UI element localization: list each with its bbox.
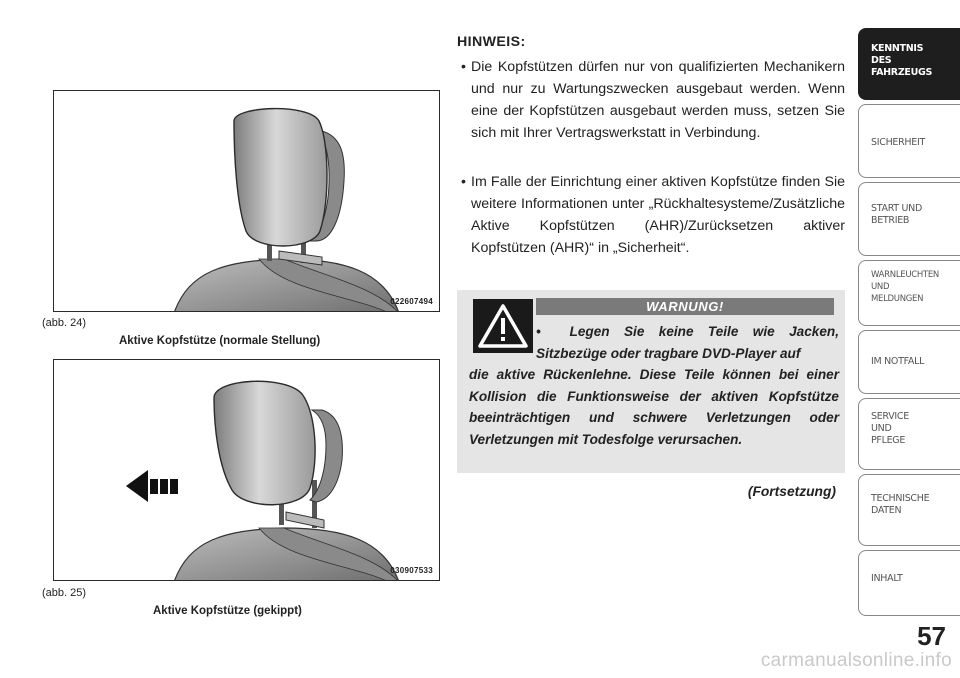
warning-title: WARNUNG! xyxy=(536,298,834,315)
figure-headrest-tilted xyxy=(53,359,440,581)
tab-inhalt[interactable] xyxy=(858,550,960,616)
figure-caption: Aktive Kopfstütze (normale Stellung) xyxy=(119,335,321,347)
warning-text-rest: die aktive Rückenlehne. Diese Teile können bei einer Kollision die Funktionsweise der aktiven Kopfstütze beeinträchtigen und schwere Verletzungen oder Verletzungen mit Todesfolge verursachen. xyxy=(469,367,839,447)
figure-ref: (abb. 24) xyxy=(42,317,87,329)
warning-box xyxy=(457,290,845,473)
note-bullet-text: Im Falle der Einrichtung einer aktiven Kopfstütze finden Sie weitere Informationen unter „Rückhaltesysteme/Zusätzliche Aktive Kopfstützen (AHR)/Zurücksetzen aktiver Kopfstützen (AHR)“ in „Sicherheit“. xyxy=(471,174,845,256)
note-bullet: • Im Falle der Einrichtung einer aktiven Kopfstütze finden Sie weitere Informationen unter „Rückhaltesysteme/Zusätzliche Aktive Kopfstützen (AHR)/Zurücksetzen aktiver Kopfstützen (AHR)“ in „Sicherheit“. xyxy=(457,171,845,259)
warning-text-first: Legen Sie keine Teile wie Jacken, Sitzbezüge oder tragbare DVD-Player auf xyxy=(536,324,839,361)
note-bullet-text: Die Kopfstützen dürfen nur von qualifizierten Mechanikern und nur zu Wartungszwecken ausgebaut werden. Wenn eine der Kopfstützen ausgebaut werden muss, setzen Sie sich mit Ihrer Vertragswerkstatt in Verbindung. xyxy=(471,59,845,141)
tab-line: INHALT xyxy=(871,573,903,584)
tab-kenntnis-des-fahrzeugs[interactable] xyxy=(858,28,960,100)
warning-text xyxy=(469,321,839,450)
tab-line: MELDUNGEN xyxy=(871,294,924,304)
warning-bullet: • xyxy=(536,324,570,339)
tab-line: SICHERHEIT xyxy=(871,137,925,148)
arrow-left-icon xyxy=(126,470,178,502)
tab-line: BETRIEB xyxy=(871,215,910,226)
tab-line: FAHRZEUGS xyxy=(871,67,933,78)
tab-line: UND xyxy=(871,282,890,292)
continuation-label: (Fortsetzung) xyxy=(747,484,836,499)
tab-start-und-betrieb[interactable] xyxy=(858,182,960,256)
tab-line: TECHNISCHE xyxy=(871,493,930,504)
tab-line: UND xyxy=(871,423,892,434)
tab-service-und-pflege[interactable] xyxy=(858,398,960,470)
tab-line: PFLEGE xyxy=(871,435,906,446)
tab-line: KENNTNIS xyxy=(871,43,924,54)
figure-ref: (abb. 25) xyxy=(42,587,87,599)
watermark: carmanualsonline.info xyxy=(760,650,952,671)
tab-sicherheit[interactable] xyxy=(858,104,960,178)
tab-warnleuchten-und-meldungen[interactable] xyxy=(858,260,960,326)
tab-line: DATEN xyxy=(871,505,902,516)
page-number: 57 xyxy=(917,621,946,651)
tab-line: IM NOTFALL xyxy=(871,356,925,367)
tab-line: WARNLEUCHTEN xyxy=(871,270,939,280)
figure-caption: Aktive Kopfstütze (gekippt) xyxy=(153,605,302,617)
note-heading: HINWEIS: xyxy=(457,34,526,50)
tab-line: DES xyxy=(871,55,892,66)
tab-line: SERVICE xyxy=(871,411,909,422)
note-bullet: • Die Kopfstützen dürfen nur von qualifizierten Mechanikern und nur zu Wartungszwecken ausgebaut werden. Wenn eine der Kopfstützen ausgebaut werden muss, setzen Sie sich mit Ihrer Vertragswerkstatt in Verbindung. xyxy=(457,56,845,144)
headrest-tilted-illustration xyxy=(54,360,440,581)
figure-code: 022607494 xyxy=(390,297,433,306)
figure-code: 030907533 xyxy=(390,566,433,575)
tab-technische-daten[interactable] xyxy=(858,474,960,546)
tab-im-notfall[interactable] xyxy=(858,330,960,394)
tab-line: START UND xyxy=(871,203,923,214)
figure-headrest-normal xyxy=(53,90,440,312)
headrest-normal-illustration xyxy=(54,91,440,312)
